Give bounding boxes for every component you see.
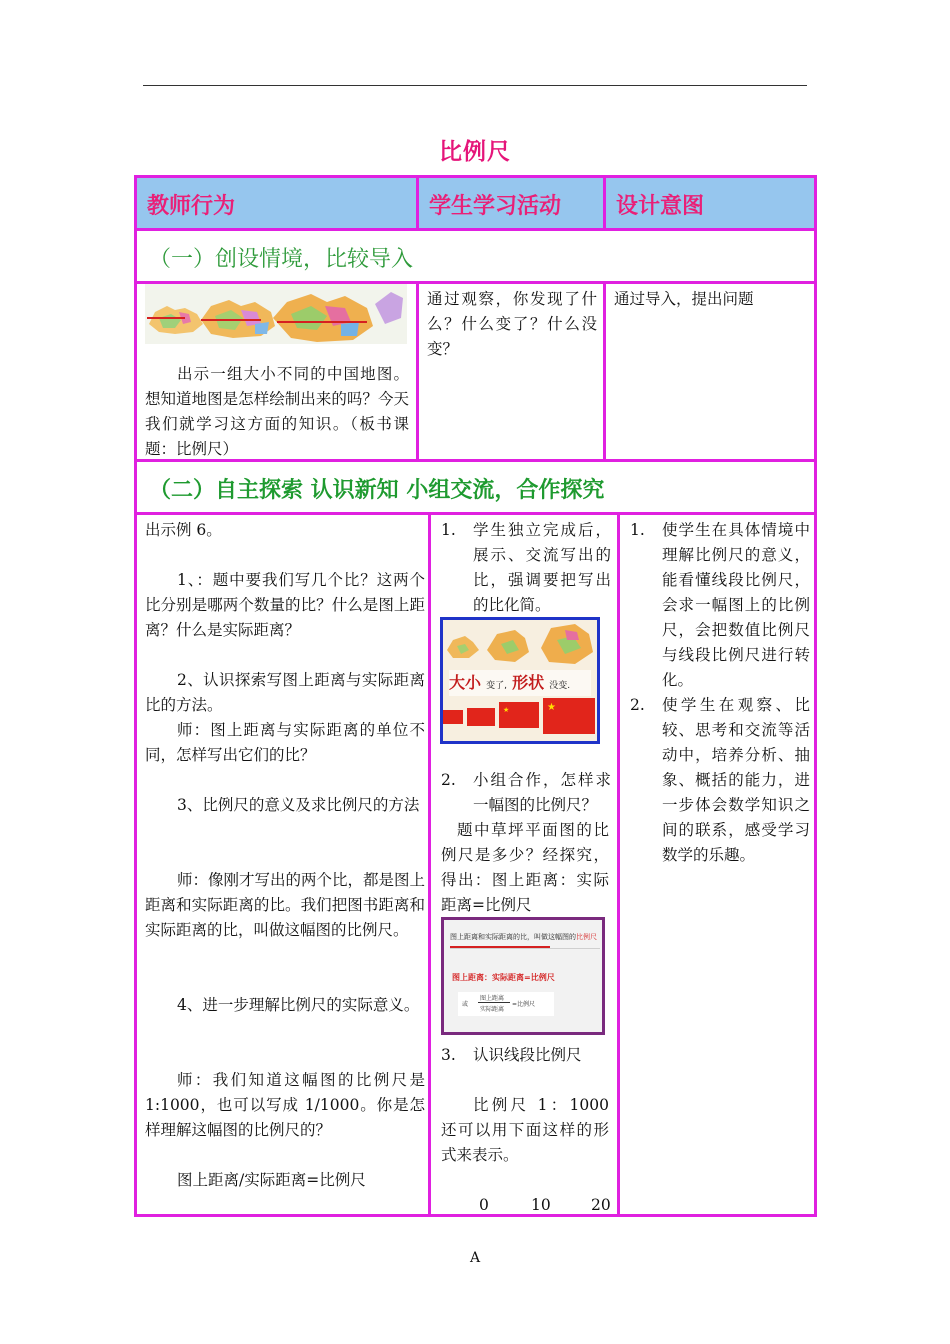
- design-item-1: [630, 518, 810, 693]
- design-item-2: [630, 693, 810, 873]
- student-item-3-text: 认识线段比例尺: [473, 1046, 582, 1064]
- section2-heading: （二）自主探索 认识新知 小组交流，合作探究: [149, 478, 605, 503]
- question-1: 1、：题中要我们写几个比？这两个比分别是哪两个数量的比？什么是图上距离？什么是实际距离？: [145, 571, 425, 639]
- slide-unchanged-label: 没变.: [549, 681, 571, 691]
- slide2-frac-top: 图上距离: [480, 995, 505, 1002]
- student-item-2-text: 小组合作，怎样求一幅图的比例尺？: [473, 771, 611, 814]
- scale-label-0: 0: [479, 1196, 489, 1214]
- slide2-frac-bottom: 实际距离: [480, 1006, 505, 1013]
- scale-label-10: 10: [531, 1196, 551, 1214]
- header-teacher-label: 教师行为: [147, 194, 236, 219]
- design-item-2-text: 使学生在观察、比较、思考和交流等活动中，培养分析、抽象、概括的能力，进一步体会数学知识之间的联系，感受学习数学的乐趣。: [662, 696, 810, 864]
- header-cell-design: [603, 175, 817, 231]
- student-item-1: [441, 518, 611, 618]
- method-2: 2、认识探索写图上距离与实际距离比的方法。: [145, 671, 425, 714]
- header-design-label: 设计意图: [616, 194, 705, 219]
- slide2-or: 或: [462, 1001, 469, 1008]
- student-item-1-num: 1.: [441, 521, 456, 539]
- section1-teacher-text: 出示一组大小不同的中国地图。想知道地图是怎样绘制出来的吗？今天我们就学习这方面的知识。（板书课题：比例尺）: [145, 365, 409, 458]
- slide-big-label: 大小: [449, 673, 482, 692]
- meaning-3: 3、比例尺的意义及求比例尺的方法: [177, 796, 420, 814]
- student-item-3: [441, 1043, 611, 1068]
- understand-4: 4、进一步理解比例尺的实际意义。: [177, 996, 420, 1014]
- design-item-1-num: 1.: [630, 521, 645, 539]
- section1-heading: （一）创设情境，比较导入: [149, 247, 414, 272]
- svg-text:★: ★: [503, 706, 510, 714]
- header-cell-teacher: [134, 175, 419, 231]
- teacher-remark-1: 师：图上距离与实际距离的单位不同，怎样写出它们的比？: [145, 721, 425, 764]
- slide-scale-definition: [441, 917, 605, 1035]
- section1-student-cell: [416, 281, 606, 462]
- section1-student-text: 通过观察，你发现了什么？什么变了？什么没变？: [427, 290, 597, 358]
- teacher-remark-3: 师：我们知道这幅图的比例尺是1:1000，也可以写成 1/1000。你是怎样理解这幅图的比例尺的？: [145, 1071, 425, 1139]
- design-item-1-text: 使学生在具体情境中理解比例尺的意义，能看懂线段比例尺，会求一幅图上的比例尺，会把数值比例尺与线段比例尺进行转化。: [662, 521, 810, 689]
- china-maps-image: [145, 284, 407, 344]
- section1-heading-row: [134, 228, 817, 284]
- slide2-line1-em: 比例尺: [576, 933, 597, 941]
- section1-design-text: 通过导入，提出问题: [614, 290, 754, 308]
- student-item-3-cont: 比例尺 1：1000 还可以用下面这样的形式来表示。: [441, 1096, 609, 1164]
- page-footer: A: [469, 1250, 481, 1266]
- slide2-frac-tail: =比例尺: [512, 1001, 536, 1008]
- example-intro: 出示例 6。: [145, 521, 222, 539]
- student-item-2-num: 2.: [441, 771, 456, 789]
- teacher-remark-2: 师：像刚才写出的两个比，都是图上距离和实际距离的比。我们把图书距离和实际距离的比，叫做这幅图的比例尺。: [145, 871, 426, 939]
- student-item-2: [441, 768, 611, 818]
- student-item-1-text: 学生独立完成后，展示、交流写出的比，强调要把写出的比化简。: [473, 521, 611, 614]
- scale-label-20: 20: [591, 1196, 611, 1214]
- slide-changed-label: 变了,: [486, 681, 507, 691]
- page-title: 比例尺: [439, 139, 511, 165]
- section1-design-cell: [603, 281, 817, 462]
- slide2-line1: 图上距离和实际距离的比，叫做这幅图的: [450, 933, 576, 941]
- section1-teacher-cell: [134, 281, 419, 462]
- student-item-3-num: 3.: [441, 1046, 456, 1064]
- header-student-label: 学生学习活动: [429, 194, 562, 219]
- section2-student-cell: [428, 512, 620, 1217]
- formula-text: 图上距离/实际距离=比例尺: [177, 1171, 366, 1189]
- student-item-2-cont: 题中草坪平面图的比例尺是多少？经探究，得出：图上距离：实际距离=比例尺: [441, 821, 609, 914]
- header-cell-student: [416, 175, 606, 231]
- design-item-2-num: 2.: [630, 696, 645, 714]
- scale-labels: [441, 1193, 611, 1218]
- slide-maps-flags: [440, 617, 600, 744]
- section2-heading-row: [134, 459, 817, 515]
- section2-design-cell: [617, 512, 817, 1217]
- svg-text:★: ★: [547, 702, 556, 713]
- slide2-line2: 图上距离：实际距离=比例尺: [452, 973, 555, 982]
- slide-shape-label: 形状: [512, 673, 545, 692]
- section2-teacher-cell: [134, 512, 431, 1217]
- top-rule: [143, 85, 807, 86]
